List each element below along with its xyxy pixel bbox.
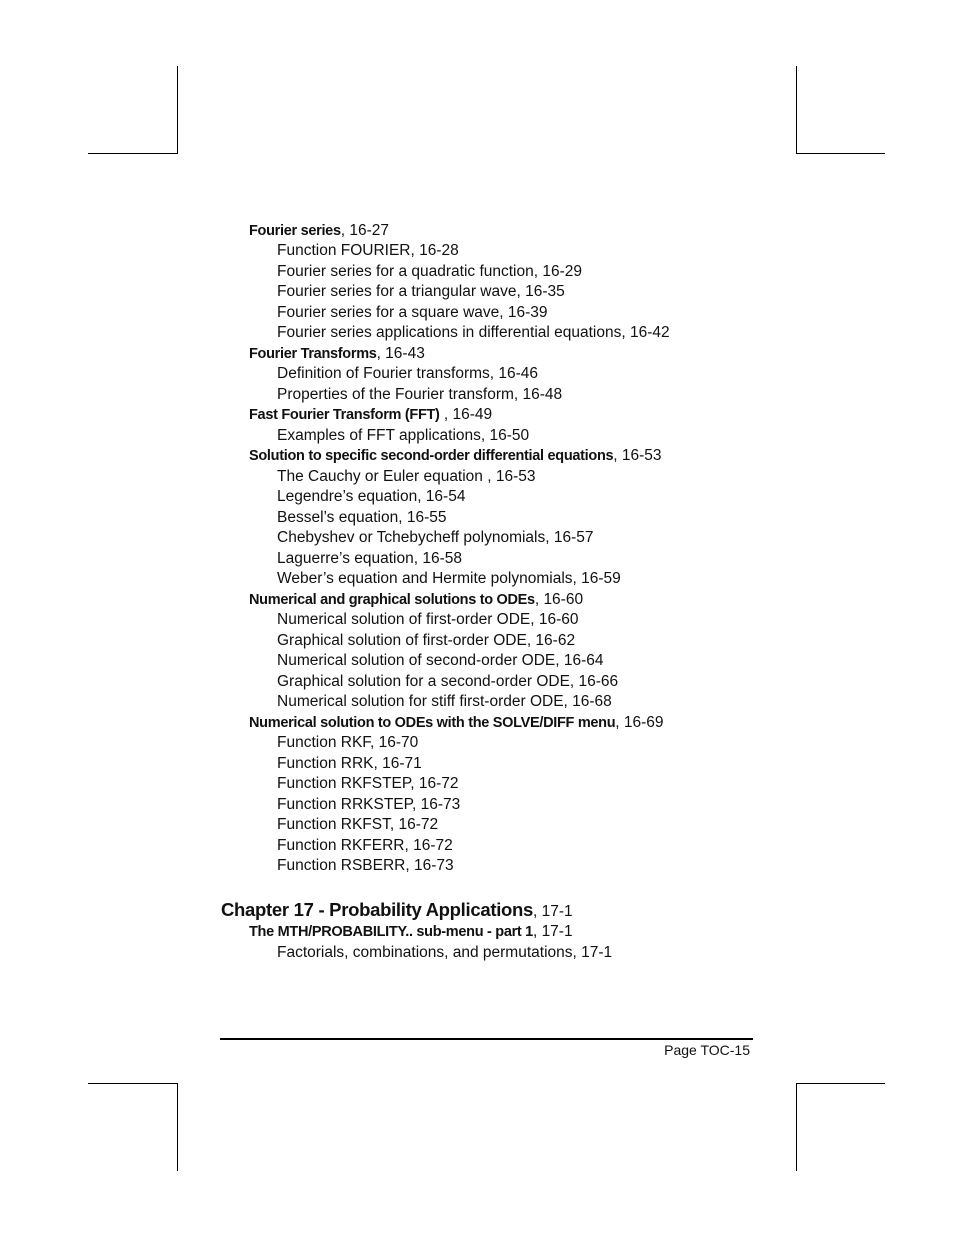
toc-item[interactable]: Function RKFSTEP, 16-72 [277, 775, 459, 792]
toc-page-ref: , 16-53 [613, 447, 662, 464]
toc-chapter-entry[interactable] [221, 898, 573, 924]
toc-section-title: Fourier series [249, 223, 341, 239]
toc-item[interactable]: Function RRKSTEP, 16-73 [277, 796, 461, 813]
toc-section-entry[interactable] [249, 221, 389, 241]
toc-section-title: Fourier Transforms [249, 346, 377, 362]
toc-section-title: Numerical solution to ODEs with the SOLVE/DIFF menu [249, 715, 616, 731]
toc-page-ref: , 16-49 [439, 406, 493, 423]
toc-item[interactable]: Factorials, combinations, and permutations, 17-1 [277, 944, 613, 961]
toc-item[interactable]: Fourier series for a quadratic function, 16-29 [277, 263, 582, 280]
toc-item[interactable]: Function RKFERR, 16-72 [277, 837, 453, 854]
toc-item[interactable]: Legendre’s equation, 16-54 [277, 488, 466, 505]
toc-chapter-title: Chapter 17 - Probability Applications [221, 899, 534, 920]
toc-section-entry[interactable] [249, 713, 664, 733]
toc-item[interactable]: Function RRK, 16-71 [277, 755, 422, 772]
crop-mark-top-left-vertical [177, 66, 178, 154]
toc-item[interactable]: Graphical solution for a second-order ODE, 16-66 [277, 673, 619, 690]
footer-rule [220, 1038, 753, 1040]
toc-item[interactable]: Function RSBERR, 16-73 [277, 857, 454, 874]
toc-section-entry[interactable] [249, 344, 425, 364]
crop-mark-bottom-right-vertical [796, 1083, 797, 1171]
crop-mark-top-right-horizontal [797, 153, 885, 154]
toc-item[interactable]: Laguerre’s equation, 16-58 [277, 550, 462, 567]
toc-item[interactable]: Function RKFST, 16-72 [277, 816, 439, 833]
toc-section-title: The MTH/PROBABILITY.. sub-menu - part 1 [249, 924, 533, 940]
toc-section-entry[interactable] [249, 405, 492, 425]
toc-item[interactable]: Fourier series applications in differential equations, 16-42 [277, 324, 670, 341]
toc-section-title: Numerical and graphical solutions to ODEs [249, 592, 535, 608]
crop-mark-top-left-horizontal [88, 153, 177, 154]
toc-item[interactable]: Numerical solution of first-order ODE, 16-60 [277, 611, 579, 628]
toc-item[interactable]: Definition of Fourier transforms, 16-46 [277, 365, 539, 382]
toc-item[interactable]: Fourier series for a square wave, 16-39 [277, 304, 548, 321]
crop-mark-bottom-left-horizontal [88, 1083, 177, 1084]
toc-section-entry[interactable] [249, 590, 583, 610]
crop-mark-bottom-right-horizontal [797, 1083, 885, 1084]
toc-item[interactable]: Weber’s equation and Hermite polynomials, 16-59 [277, 570, 621, 587]
toc-item[interactable]: Graphical solution of first-order ODE, 16-62 [277, 632, 576, 649]
toc-page-ref: , 16-69 [615, 714, 664, 731]
toc-section-entry[interactable] [249, 922, 573, 942]
toc-item[interactable]: Numerical solution for stiff first-order ODE, 16-68 [277, 693, 612, 710]
toc-item[interactable]: Chebyshev or Tchebycheff polynomials, 16-57 [277, 529, 594, 546]
crop-mark-top-right-vertical [796, 66, 797, 154]
toc-item[interactable]: Bessel’s equation, 16-55 [277, 509, 447, 526]
toc-item[interactable]: Numerical solution of second-order ODE, 16-64 [277, 652, 604, 669]
toc-page-ref: , 17-1 [532, 923, 573, 940]
toc-item[interactable]: Function RKF, 16-70 [277, 734, 419, 751]
toc-item[interactable]: Function FOURIER, 16-28 [277, 242, 459, 259]
toc-item[interactable]: Examples of FFT applications, 16-50 [277, 427, 530, 444]
toc-section-title: Fast Fourier Transform (FFT) [249, 407, 440, 423]
toc-section-title: Solution to specific second-order differential equations [249, 448, 614, 464]
toc-section-entry[interactable] [249, 446, 662, 466]
toc-item[interactable]: Properties of the Fourier transform, 16-48 [277, 386, 563, 403]
toc-item[interactable]: The Cauchy or Euler equation , 16-53 [277, 468, 536, 485]
toc-page-ref: , 16-27 [340, 222, 389, 239]
page-number: Page TOC-15 [664, 1042, 750, 1058]
toc-page-ref: , 16-43 [376, 345, 425, 362]
crop-mark-bottom-left-vertical [177, 1083, 178, 1171]
toc-item[interactable]: Fourier series for a triangular wave, 16-35 [277, 283, 565, 300]
toc-page-ref: , 17-1 [533, 903, 573, 920]
toc-page-ref: , 16-60 [534, 591, 584, 608]
